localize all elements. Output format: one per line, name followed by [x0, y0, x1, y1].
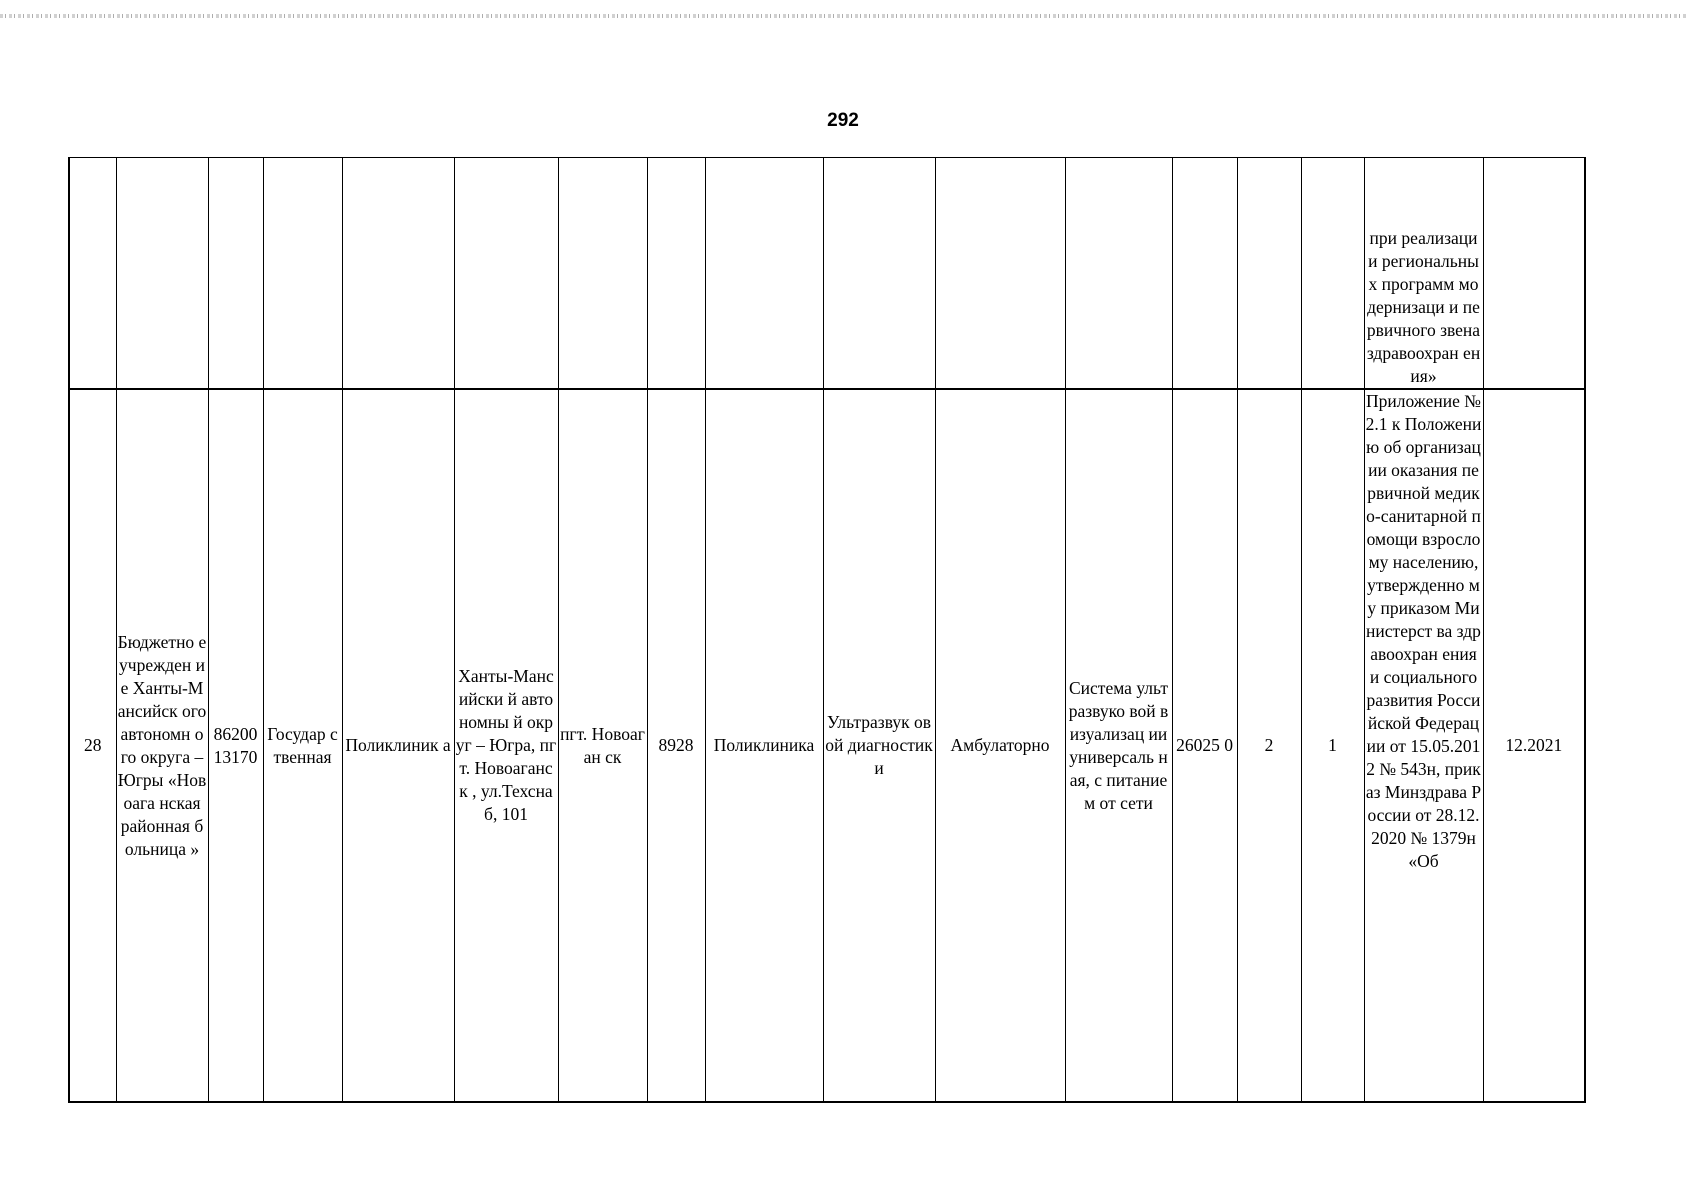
cell-inn: 86200 13170	[208, 390, 263, 1103]
cell-code	[647, 158, 705, 389]
cell-facility-type	[342, 158, 454, 389]
cell-organization	[116, 158, 208, 389]
cell-settlement	[558, 158, 647, 389]
cell-equipment: Система ультразвуко вой визуализац ии универсаль ная, с питанием от сети	[1065, 390, 1172, 1103]
cell-required-qty: 2	[1237, 390, 1301, 1103]
cell-address	[454, 158, 558, 389]
table-continuation-row	[68, 157, 1586, 389]
cell-facility-type: Поликлиник а	[342, 390, 454, 1103]
cell-organization: Бюджетно е учрежден ие Ханты-Мансийск ого автономн ого округа – Югры «Новоага нская районная больница »	[116, 390, 208, 1103]
cell-care-condition	[935, 158, 1065, 389]
cell-date	[1483, 158, 1585, 389]
cell-code: 8928	[647, 390, 705, 1103]
cell-inn	[208, 158, 263, 389]
table-record-row	[68, 389, 1586, 1103]
cell-settlement: пгт. Новоаган ск	[558, 390, 647, 1103]
table-row	[69, 390, 1585, 1103]
cell-department	[823, 158, 935, 389]
cell-number: 28	[69, 390, 116, 1103]
cell-address: Ханты-Мансийски й автономны й округ – Югра, пгт. Новоаганск , ул.Техснаб, 101	[454, 390, 558, 1103]
cell-document: Приложение № 2.1 к Положению об организации оказания первичной медико-санитарной помощи взрослому населению, утвержденно му приказом Министерст ва здравоохран ения и социального развития Российской Федерации от 15.05.2012 № 543н, приказ Минздрава России от 28.12.2020 № 1379н «Об	[1364, 390, 1483, 1103]
cell-number	[69, 158, 116, 389]
cell-equipment-code: 26025 0	[1172, 390, 1237, 1103]
cell-unit	[705, 158, 823, 389]
cell-date: 12.2021	[1483, 390, 1585, 1103]
cell-department: Ультразвук овой диагностик и	[823, 390, 935, 1103]
cell-equipment-code	[1172, 158, 1237, 389]
cell-unit: Поликлиника	[705, 390, 823, 1103]
table-row	[69, 158, 1585, 389]
cell-care-condition: Амбулаторно	[935, 390, 1065, 1103]
cell-available-qty: 1	[1301, 390, 1364, 1103]
cell-ownership	[263, 158, 342, 389]
page-number: 292	[827, 110, 859, 131]
cell-ownership: Государ ственная	[263, 390, 342, 1103]
scan-edge-artifact	[0, 14, 1686, 18]
cell-available-qty	[1301, 158, 1364, 389]
cell-equipment	[1065, 158, 1172, 389]
cell-required-qty	[1237, 158, 1301, 389]
cell-document: при реализации региональны х программ модернизаци и первичного звена здравоохран ения»	[1364, 158, 1483, 389]
